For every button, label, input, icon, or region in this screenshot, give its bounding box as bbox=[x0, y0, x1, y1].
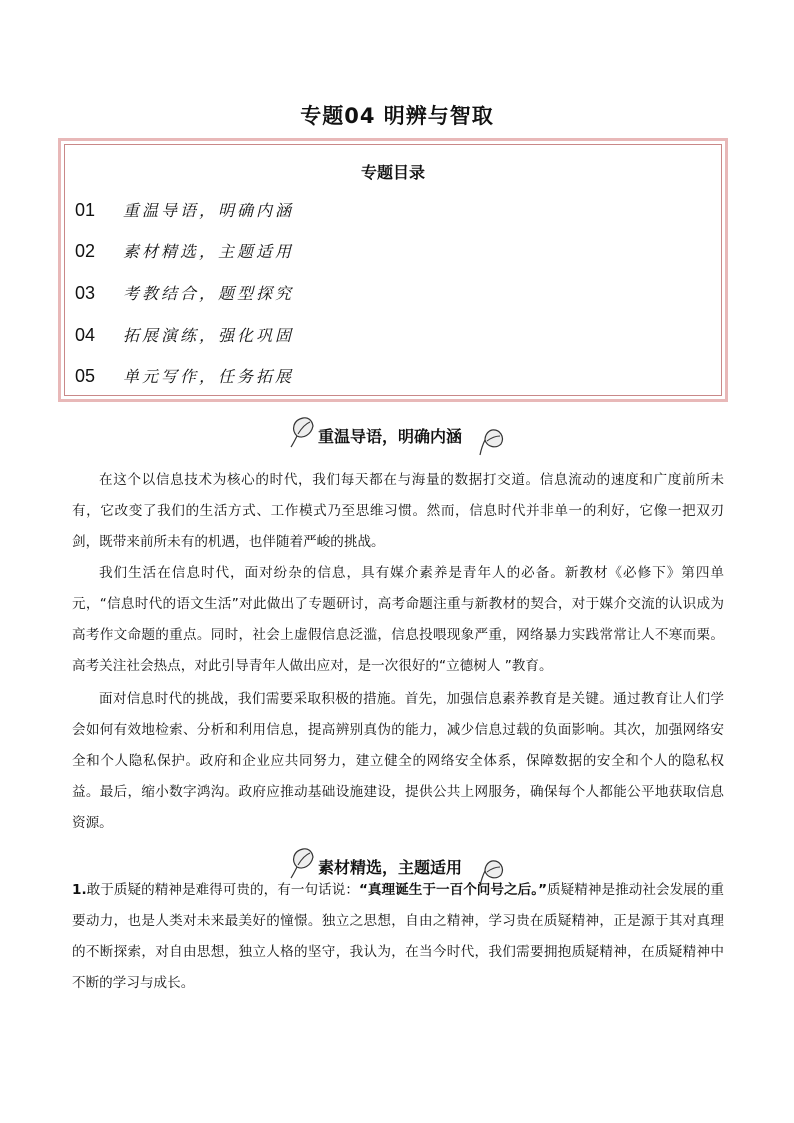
toc-item-text: 重温导语，明确内涵 bbox=[123, 201, 295, 220]
toc-item-text: 单元写作，任务拓展 bbox=[123, 367, 295, 386]
toc-item bbox=[75, 198, 294, 222]
toc-item bbox=[75, 364, 294, 388]
section-heading-label: 重温导语，明确内涵 bbox=[318, 427, 463, 446]
paragraph: 我们生活在信息时代，面对纷杂的信息，具有媒介素养是青年人的必备。新教材《必修下》第四单元，“信息时代的语文生活”对此做出了专题研讨，高考命题注重与新教材的契合，对于媒介交流的认识成为高考作文命题的重点。同时，社会上虚假信息泛滥，信息投喂现象严重，网络暴力实践常常让人不寒而栗。高考关注社会热点，对此引导青年人做出应对，是一次很好的“立德树人 ”教育。 bbox=[72, 565, 724, 674]
material-item-number: 1. bbox=[72, 882, 87, 898]
toc-item-text: 拓展演练，强化巩固 bbox=[123, 326, 295, 345]
paragraph: 在这个以信息技术为核心的时代，我们每天都在与海量的数据打交道。信息流动的速度和广度前所未有，它改变了我们的生活方式、工作模式乃至思维习惯。然而，信息时代并非单一的利好，它像一把双刃剑，既带来前所未有的机遇，也伴随着严峻的挑战。 bbox=[72, 472, 724, 550]
toc-item-number: 04 bbox=[75, 325, 96, 345]
toc-item-text: 素材精选，主题适用 bbox=[123, 242, 295, 261]
toc-item-number: 05 bbox=[75, 366, 96, 386]
toc-item-number: 02 bbox=[75, 241, 96, 261]
leaf-ornament-icon bbox=[288, 414, 318, 448]
material-item bbox=[72, 875, 724, 999]
leaf-ornament-icon bbox=[478, 424, 508, 456]
paragraph: 面对信息时代的挑战，我们需要采取积极的措施。首先，加强信息素养教育是关键。通过教育让人们学会如何有效地检索、分析和利用信息，提高辨别真伪的能力，减少信息过载的负面影响。其次，加强网络安全和个人隐私保护。政府和企业应共同努力，建立健全的网络安全体系，保障数据的安全和个人的隐私权益。最后，缩小数字鸿沟。政府应推动基础设施建设，提供公共上网服务，确保每个人都能公平地获取信息资源。 bbox=[72, 691, 724, 831]
toc-item-number: 01 bbox=[75, 200, 96, 220]
toc-item bbox=[75, 239, 294, 263]
section-heading-label: 素材精选，主题适用 bbox=[318, 858, 463, 877]
leaf-ornament-icon bbox=[288, 845, 318, 879]
section-heading-1 bbox=[288, 414, 508, 454]
document-title: 专题04 明辨与智取 bbox=[300, 104, 494, 128]
toc-inner-frame bbox=[64, 144, 722, 396]
table-of-contents bbox=[58, 138, 728, 402]
material-item-text: 敢于质疑的精神是难得可贵的，有一句话说： bbox=[86, 882, 359, 898]
material-item-quote: “真理诞生于一百个问号之后。” bbox=[358, 882, 548, 898]
material-item-text: 质疑精神是推动社会发展的重要动力，也是人类对未来最美好的憧憬。独立之思想，自由之精神，学习贵在质疑精神，正是源于其对真理的不断探索，对自由思想，独立人格的坚守，我认为，在当今时代，我们需要拥抱质疑精神，在质疑精神中不断的学习与成长。 bbox=[72, 882, 724, 991]
toc-item bbox=[75, 281, 294, 305]
toc-heading: 专题目录 bbox=[360, 163, 425, 182]
toc-item-text: 考教结合，题型探究 bbox=[123, 284, 295, 303]
toc-item-number: 03 bbox=[75, 283, 96, 303]
toc-item bbox=[75, 323, 294, 347]
